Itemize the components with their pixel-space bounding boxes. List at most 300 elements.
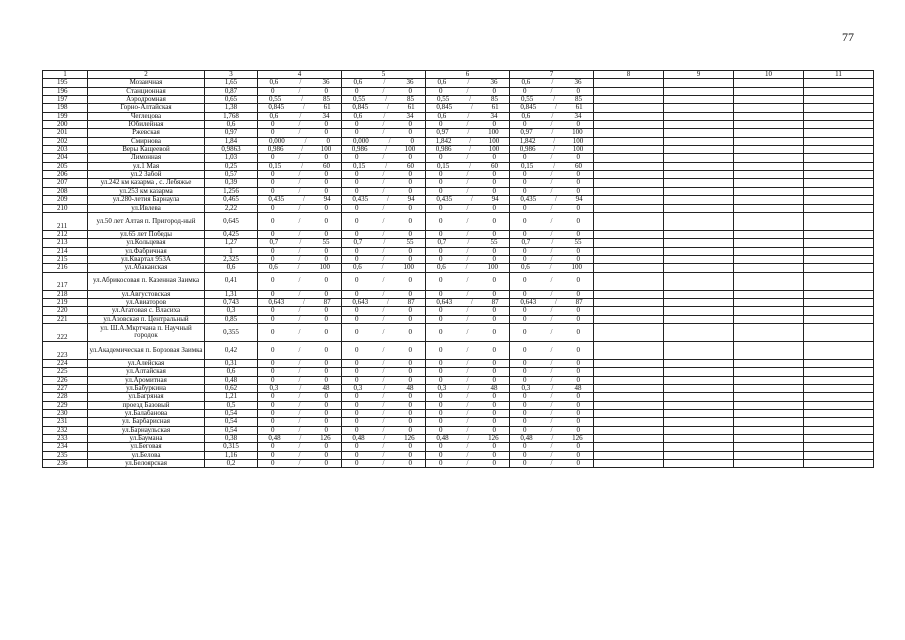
value-pair <box>259 205 340 212</box>
empty-cell <box>594 96 664 104</box>
pair-length: 0,48 <box>436 434 449 443</box>
street-name: ул.Баумана <box>88 435 205 443</box>
pair-percent: 0 <box>576 204 580 212</box>
empty-cell <box>734 307 804 315</box>
empty-cell <box>804 418 874 426</box>
pair-length: 0,7 <box>437 238 447 247</box>
empty-cell <box>734 239 804 247</box>
row-number: 212 <box>43 230 88 238</box>
slash-separator: / <box>550 345 553 354</box>
pair-length: 0,435 <box>436 195 453 204</box>
street-name: ул.Алтайская <box>88 368 205 376</box>
pair-percent: 0 <box>576 409 580 417</box>
table-row <box>43 129 874 137</box>
empty-cell <box>594 426 664 434</box>
slash-separator: / <box>297 263 300 272</box>
slash-separator: / <box>554 298 557 306</box>
table-row <box>43 154 874 162</box>
value-pair-cell <box>426 179 510 187</box>
slash-separator: / <box>467 384 470 392</box>
row-number: 219 <box>43 298 88 306</box>
pair-percent: 85 <box>575 95 582 104</box>
pair-length: 0 <box>271 290 275 298</box>
slash-separator: / <box>467 128 470 137</box>
empty-cell <box>664 315 734 323</box>
pair-length: 0,6 <box>520 263 530 272</box>
empty-cell <box>594 359 664 367</box>
slash-separator: / <box>466 230 469 238</box>
table-row <box>43 323 874 341</box>
street-name: ул.280-летия Барнаула <box>88 196 205 204</box>
pair-length: 0,6 <box>353 78 363 87</box>
empty-cell <box>594 137 664 145</box>
empty-cell <box>594 121 664 129</box>
value-pair <box>511 121 592 128</box>
street-name: ул.2 Забой <box>88 171 205 179</box>
pair-percent: 94 <box>491 195 499 204</box>
empty-cell <box>664 376 734 384</box>
pair-percent: 0 <box>408 327 412 336</box>
pair-length: 0 <box>523 345 527 354</box>
empty-cell <box>734 359 804 367</box>
value-pair-cell <box>342 359 426 367</box>
pair-percent: 0 <box>324 359 328 367</box>
pair-length: 0 <box>355 315 359 323</box>
value-pair-cell <box>426 129 510 137</box>
pair-percent: 0 <box>326 137 330 145</box>
value-pair-cell <box>258 146 342 154</box>
slash-separator: / <box>550 459 553 468</box>
pair-length: 0 <box>439 345 443 354</box>
slash-separator: / <box>466 276 469 285</box>
pair-percent: 0 <box>492 170 496 179</box>
empty-cell <box>594 307 664 315</box>
street-length: 0,425 <box>205 230 258 238</box>
street-length: 0,41 <box>205 272 258 290</box>
pair-percent: 0 <box>324 459 328 468</box>
slash-separator: / <box>550 187 553 195</box>
empty-cell <box>594 272 664 290</box>
street-length: 0,54 <box>205 418 258 426</box>
value-pair <box>511 299 592 306</box>
slash-separator: / <box>466 306 469 315</box>
pair-percent: 0 <box>408 230 412 238</box>
pair-length: 0 <box>523 230 527 238</box>
value-pair <box>511 88 592 95</box>
value-pair-cell <box>510 204 594 212</box>
value-pair <box>511 239 592 246</box>
value-pair <box>427 205 508 212</box>
pair-percent: 0 <box>492 451 496 459</box>
pair-length: 0 <box>439 120 443 129</box>
value-pair <box>427 307 508 314</box>
empty-cell <box>804 212 874 230</box>
value-pair <box>259 393 340 400</box>
value-pair-cell <box>426 87 510 95</box>
pair-length: 0 <box>271 216 275 225</box>
table-row <box>43 137 874 145</box>
slash-separator: / <box>382 204 385 212</box>
empty-cell <box>664 368 734 376</box>
empty-cell <box>804 87 874 95</box>
value-pair <box>511 171 592 178</box>
value-pair-cell <box>510 171 594 179</box>
street-length: 2,22 <box>205 204 258 212</box>
pair-percent: 0 <box>324 345 328 354</box>
empty-cell <box>664 426 734 434</box>
slash-separator: / <box>382 87 385 95</box>
row-number: 210 <box>43 204 88 212</box>
value-pair <box>511 205 592 212</box>
slash-separator: / <box>467 112 470 120</box>
pair-percent: 0 <box>324 315 328 323</box>
value-pair-cell <box>342 290 426 298</box>
slash-separator: / <box>298 442 301 451</box>
value-pair <box>259 104 340 111</box>
value-pair-cell <box>342 418 426 426</box>
empty-cell <box>594 230 664 238</box>
value-pair-cell <box>342 255 426 263</box>
pair-length: 0 <box>523 392 527 401</box>
empty-cell <box>734 460 804 468</box>
pair-length: 0 <box>439 178 443 187</box>
empty-cell <box>734 384 804 392</box>
pair-length: 0 <box>439 409 443 417</box>
pair-percent: 85 <box>407 95 414 104</box>
pair-length: 0 <box>439 376 443 384</box>
value-pair-cell <box>426 137 510 145</box>
empty-cell <box>804 79 874 87</box>
pair-length: 0 <box>355 451 359 459</box>
slash-separator: / <box>554 103 557 112</box>
table-row <box>43 104 874 112</box>
empty-cell <box>594 255 664 263</box>
value-pair <box>343 385 424 392</box>
row-number: 208 <box>43 187 88 195</box>
value-pair <box>343 256 424 263</box>
value-pair-cell <box>426 121 510 129</box>
street-name: ул.Бабуркина <box>88 384 205 392</box>
value-pair-cell <box>342 171 426 179</box>
value-pair <box>511 264 592 271</box>
slash-separator: / <box>298 359 301 367</box>
empty-cell <box>664 323 734 341</box>
empty-cell <box>664 96 734 104</box>
empty-cell <box>664 230 734 238</box>
pair-length: 0,6 <box>436 263 446 272</box>
column-header: 10 <box>734 71 804 79</box>
pair-length: 0,6 <box>269 78 279 87</box>
street-length: 0,6 <box>205 368 258 376</box>
pair-length: 0 <box>271 376 275 384</box>
row-number: 234 <box>43 443 88 451</box>
table-row <box>43 368 874 376</box>
value-pair <box>511 435 592 442</box>
pair-length: 0 <box>439 327 443 336</box>
street-name: Веры Кащеевой <box>88 146 205 154</box>
value-pair-cell <box>426 290 510 298</box>
value-pair <box>427 329 508 336</box>
pair-percent: 0 <box>408 442 412 451</box>
value-pair-cell <box>258 393 342 401</box>
value-pair-cell <box>258 264 342 272</box>
value-pair-cell <box>510 96 594 104</box>
pair-percent: 0 <box>408 247 412 255</box>
value-pair <box>259 188 340 195</box>
pair-percent: 126 <box>404 434 415 443</box>
row-number: 201 <box>43 129 88 137</box>
pair-percent: 100 <box>488 145 500 154</box>
street-name: ул.253 км казарма <box>88 187 205 195</box>
column-header: 8 <box>594 71 664 79</box>
slash-separator: / <box>550 178 553 187</box>
pair-percent: 0 <box>492 255 496 263</box>
value-pair-cell <box>342 368 426 376</box>
pair-length: 0 <box>271 170 275 179</box>
empty-cell <box>734 104 804 112</box>
empty-cell <box>734 212 804 230</box>
value-pair <box>343 402 424 409</box>
pair-length: 0 <box>523 401 527 409</box>
street-length: 0,25 <box>205 162 258 170</box>
empty-cell <box>734 401 804 409</box>
value-pair-cell <box>342 212 426 230</box>
slash-separator: / <box>382 187 385 195</box>
value-pair <box>259 291 340 298</box>
pair-percent: 0 <box>492 459 496 468</box>
pair-percent: 0 <box>492 359 496 367</box>
pair-percent: 100 <box>487 263 498 272</box>
pair-length: 0,435 <box>520 195 537 204</box>
table-row <box>43 401 874 409</box>
street-name: ул.Ивлева <box>88 204 205 212</box>
slash-separator: / <box>467 238 470 247</box>
value-pair <box>427 79 508 86</box>
slash-separator: / <box>467 434 470 443</box>
pair-length: 0,6 <box>352 263 362 272</box>
empty-cell <box>804 298 874 306</box>
slash-separator: / <box>550 120 553 129</box>
slash-separator: / <box>383 78 386 87</box>
value-pair <box>259 410 340 417</box>
empty-cell <box>594 146 664 154</box>
pair-percent: 0 <box>576 276 580 285</box>
value-pair-cell <box>258 410 342 418</box>
slash-separator: / <box>553 137 556 145</box>
pair-length: 0 <box>523 417 527 426</box>
street-length: 1,21 <box>205 393 258 401</box>
empty-cell <box>664 264 734 272</box>
table-row <box>43 96 874 104</box>
slash-separator: / <box>302 298 305 306</box>
slash-separator: / <box>382 409 385 417</box>
value-pair-cell <box>426 341 510 359</box>
value-pair-cell <box>258 443 342 451</box>
value-pair <box>427 129 508 136</box>
pair-percent: 0 <box>576 376 580 384</box>
street-name: Станционная <box>88 87 205 95</box>
street-name: Лимонная <box>88 154 205 162</box>
value-pair-cell <box>510 290 594 298</box>
value-pair <box>343 205 424 212</box>
value-pair <box>427 264 508 271</box>
value-pair <box>427 239 508 246</box>
empty-cell <box>594 87 664 95</box>
value-pair-cell <box>426 171 510 179</box>
pair-length: 0 <box>439 276 443 285</box>
value-pair-cell <box>426 247 510 255</box>
pair-length: 0,986 <box>435 145 452 154</box>
pair-length: 0,6 <box>353 112 363 120</box>
pair-percent: 0 <box>408 367 412 376</box>
value-pair <box>259 316 340 323</box>
pair-percent: 0 <box>324 204 328 212</box>
slash-separator: / <box>466 451 469 459</box>
pair-length: 0 <box>355 327 359 336</box>
empty-cell <box>734 255 804 263</box>
slash-separator: / <box>382 255 385 263</box>
slash-separator: / <box>551 238 554 247</box>
slash-separator: / <box>466 426 469 434</box>
pair-percent: 0 <box>576 216 580 225</box>
empty-cell <box>804 323 874 341</box>
slash-separator: / <box>298 247 301 255</box>
pair-percent: 0 <box>576 290 580 298</box>
slash-separator: / <box>298 87 301 95</box>
value-pair <box>511 256 592 263</box>
street-name: ул.65 лет Победы <box>88 230 205 238</box>
slash-separator: / <box>553 145 556 154</box>
value-pair <box>259 377 340 384</box>
value-pair <box>343 307 424 314</box>
pair-percent: 0 <box>324 367 328 376</box>
pair-percent: 34 <box>574 112 582 120</box>
pair-percent: 0 <box>408 345 412 354</box>
value-pair-cell <box>426 426 510 434</box>
pair-length: 0,845 <box>352 103 369 112</box>
value-pair-cell <box>258 255 342 263</box>
value-pair <box>427 218 508 225</box>
empty-cell <box>594 187 664 195</box>
pair-length: 0 <box>355 392 359 401</box>
street-name: ул.Квартал 953А <box>88 255 205 263</box>
row-number: 235 <box>43 451 88 459</box>
pair-percent: 0 <box>492 392 496 401</box>
pair-length: 0 <box>271 315 275 323</box>
empty-cell <box>664 137 734 145</box>
empty-cell <box>594 341 664 359</box>
slash-separator: / <box>298 290 301 298</box>
value-pair-cell <box>258 79 342 87</box>
value-pair <box>259 248 340 255</box>
empty-cell <box>664 112 734 120</box>
value-pair <box>259 146 340 153</box>
value-pair <box>511 377 592 384</box>
value-pair-cell <box>510 137 594 145</box>
value-pair-cell <box>426 204 510 212</box>
slash-separator: / <box>298 409 301 417</box>
value-pair-cell <box>426 96 510 104</box>
pair-length: 0 <box>439 255 443 263</box>
empty-cell <box>594 204 664 212</box>
pair-length: 0 <box>439 315 443 323</box>
value-pair <box>511 154 592 161</box>
slash-separator: / <box>382 459 385 468</box>
slash-separator: / <box>299 434 302 443</box>
pair-length: 0 <box>523 442 527 451</box>
pair-percent: 61 <box>407 103 415 112</box>
table-row <box>43 187 874 195</box>
value-pair-cell <box>258 154 342 162</box>
table-row <box>43 255 874 263</box>
pair-percent: 0 <box>576 359 580 367</box>
empty-cell <box>664 87 734 95</box>
pair-percent: 48 <box>406 384 414 392</box>
pair-length: 0 <box>271 276 275 285</box>
pair-percent: 36 <box>574 78 582 87</box>
pair-length: 0 <box>271 367 275 376</box>
slash-separator: / <box>298 306 301 315</box>
pair-length: 0 <box>271 345 275 354</box>
slash-separator: / <box>298 327 301 336</box>
street-name: ул.Августовская <box>88 290 205 298</box>
empty-cell <box>804 307 874 315</box>
value-pair <box>343 418 424 425</box>
slash-separator: / <box>549 263 552 272</box>
pair-length: 0 <box>271 451 275 459</box>
empty-cell <box>804 426 874 434</box>
pair-percent: 0 <box>576 153 580 162</box>
empty-cell <box>594 129 664 137</box>
pair-percent: 0 <box>492 153 496 162</box>
slash-separator: / <box>302 103 305 112</box>
value-pair-cell <box>510 79 594 87</box>
value-pair-cell <box>342 96 426 104</box>
value-pair <box>427 188 508 195</box>
value-pair-cell <box>342 196 426 204</box>
empty-cell <box>804 376 874 384</box>
value-pair-cell <box>342 298 426 306</box>
table-row <box>43 196 874 204</box>
table-row <box>43 410 874 418</box>
value-pair <box>343 347 424 354</box>
row-number: 218 <box>43 290 88 298</box>
empty-cell <box>734 171 804 179</box>
slash-separator: / <box>466 392 469 401</box>
pair-length: 0 <box>355 401 359 409</box>
pair-percent: 0 <box>408 426 412 434</box>
slash-separator: / <box>298 451 301 459</box>
pair-length: 0 <box>271 87 275 95</box>
value-pair-cell <box>342 435 426 443</box>
empty-cell <box>664 121 734 129</box>
value-pair <box>511 291 592 298</box>
pair-length: 0 <box>523 178 527 187</box>
pair-percent: 61 <box>575 103 583 112</box>
row-number: 213 <box>43 239 88 247</box>
value-pair <box>511 104 592 111</box>
pair-length: 0 <box>523 409 527 417</box>
pair-percent: 0 <box>576 459 580 468</box>
value-pair-cell <box>426 443 510 451</box>
slash-separator: / <box>466 409 469 417</box>
pair-length: 0,643 <box>352 298 369 306</box>
street-length: 0,355 <box>205 323 258 341</box>
value-pair-cell <box>258 418 342 426</box>
slash-separator: / <box>298 216 301 225</box>
slash-separator: / <box>298 367 301 376</box>
slash-separator: / <box>469 162 472 170</box>
